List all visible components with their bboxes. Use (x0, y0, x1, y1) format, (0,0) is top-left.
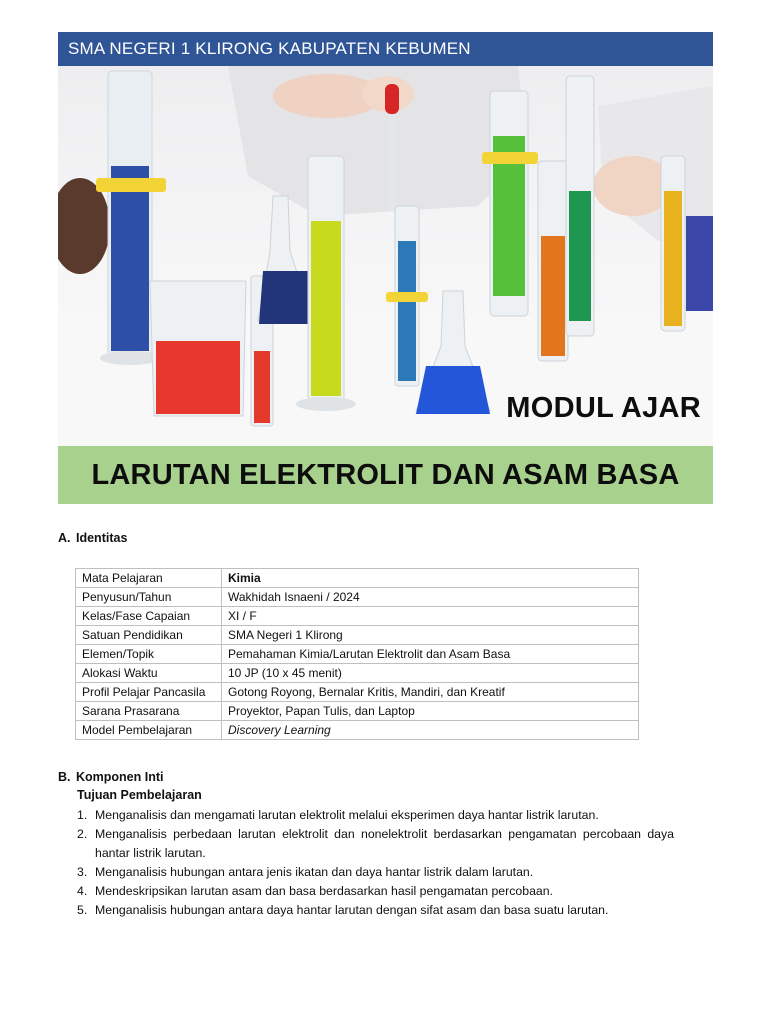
section-a-letter: A. (58, 531, 71, 545)
item-text: Menganalisis perbedaan larutan elektrolit dan nonelektrolit berdasarkan pengamatan percobaan daya hantar listrik larutan. (95, 827, 674, 860)
item-text: Menganalisis dan mengamati larutan elektrolit melalui eksperimen daya hantar listrik larutan. (95, 808, 599, 822)
list-item (77, 825, 674, 863)
row-key: Sarana Prasarana (76, 702, 222, 721)
row-value: SMA Negeri 1 Klirong (222, 626, 639, 645)
row-key: Kelas/Fase Capaian (76, 607, 222, 626)
row-key: Alokasi Waktu (76, 664, 222, 683)
row-key: Satuan Pendidikan (76, 626, 222, 645)
item-number: 5. (77, 903, 88, 917)
row-key: Profil Pelajar Pancasila (76, 683, 222, 702)
item-number: 3. (77, 865, 88, 879)
learning-goals-heading: Tujuan Pembelajaran (77, 788, 202, 802)
row-value: Proyektor, Papan Tulis, dan Laptop (222, 702, 639, 721)
table-row (76, 702, 639, 721)
item-text: Menganalisis hubungan antara jenis ikatan dan daya hantar listrik dalam larutan. (95, 865, 534, 879)
section-b-title: Komponen Inti (76, 770, 164, 784)
item-number: 1. (77, 808, 88, 822)
list-item (77, 863, 674, 882)
section-a-heading (58, 531, 127, 545)
row-value: Wakhidah Isnaeni / 2024 (222, 588, 639, 607)
item-number: 2. (77, 827, 88, 841)
table-row (76, 683, 639, 702)
modul-ajar-label: MODUL AJAR (506, 392, 701, 424)
table-row (76, 588, 639, 607)
row-key: Penyusun/Tahun (76, 588, 222, 607)
row-value: 10 JP (10 x 45 menit) (222, 664, 639, 683)
list-item (77, 882, 674, 901)
table-row (76, 626, 639, 645)
row-key: Mata Pelajaran (76, 569, 222, 588)
row-value: XI / F (222, 607, 639, 626)
table-row (76, 664, 639, 683)
item-text: Mendeskripsikan larutan asam dan basa berdasarkan hasil pengamatan percobaan. (95, 884, 554, 898)
table-row (76, 607, 639, 626)
row-value: Discovery Learning (222, 721, 639, 740)
item-number: 4. (77, 884, 88, 898)
table-row (76, 645, 639, 664)
list-item (77, 806, 674, 825)
school-header-bar (58, 32, 713, 66)
section-b-letter: B. (58, 770, 71, 784)
row-key: Model Pembelajaran (76, 721, 222, 740)
topic-title-band (58, 446, 713, 504)
section-a-title: Identitas (76, 531, 128, 545)
row-key: Elemen/Topik (76, 645, 222, 664)
list-item (77, 901, 674, 920)
topic-title: LARUTAN ELEKTROLIT DAN ASAM BASA (91, 459, 680, 491)
table-row (76, 721, 639, 740)
row-value: Gotong Royong, Bernalar Kritis, Mandiri, dan Kreatif (222, 683, 639, 702)
cover-image (58, 66, 713, 446)
school-name: SMA NEGERI 1 KLIRONG KABUPATEN KEBUMEN (68, 39, 471, 58)
section-b-heading (58, 770, 164, 784)
table-row (76, 569, 639, 588)
row-value: Kimia (222, 569, 639, 588)
learning-goals-list (77, 806, 674, 920)
row-value: Pemahaman Kimia/Larutan Elektrolit dan Asam Basa (222, 645, 639, 664)
laboratory-glassware-icon (58, 66, 713, 446)
identity-table (75, 568, 639, 740)
item-text: Menganalisis hubungan antara daya hantar larutan dengan sifat asam dan basa suatu larutan. (95, 903, 609, 917)
